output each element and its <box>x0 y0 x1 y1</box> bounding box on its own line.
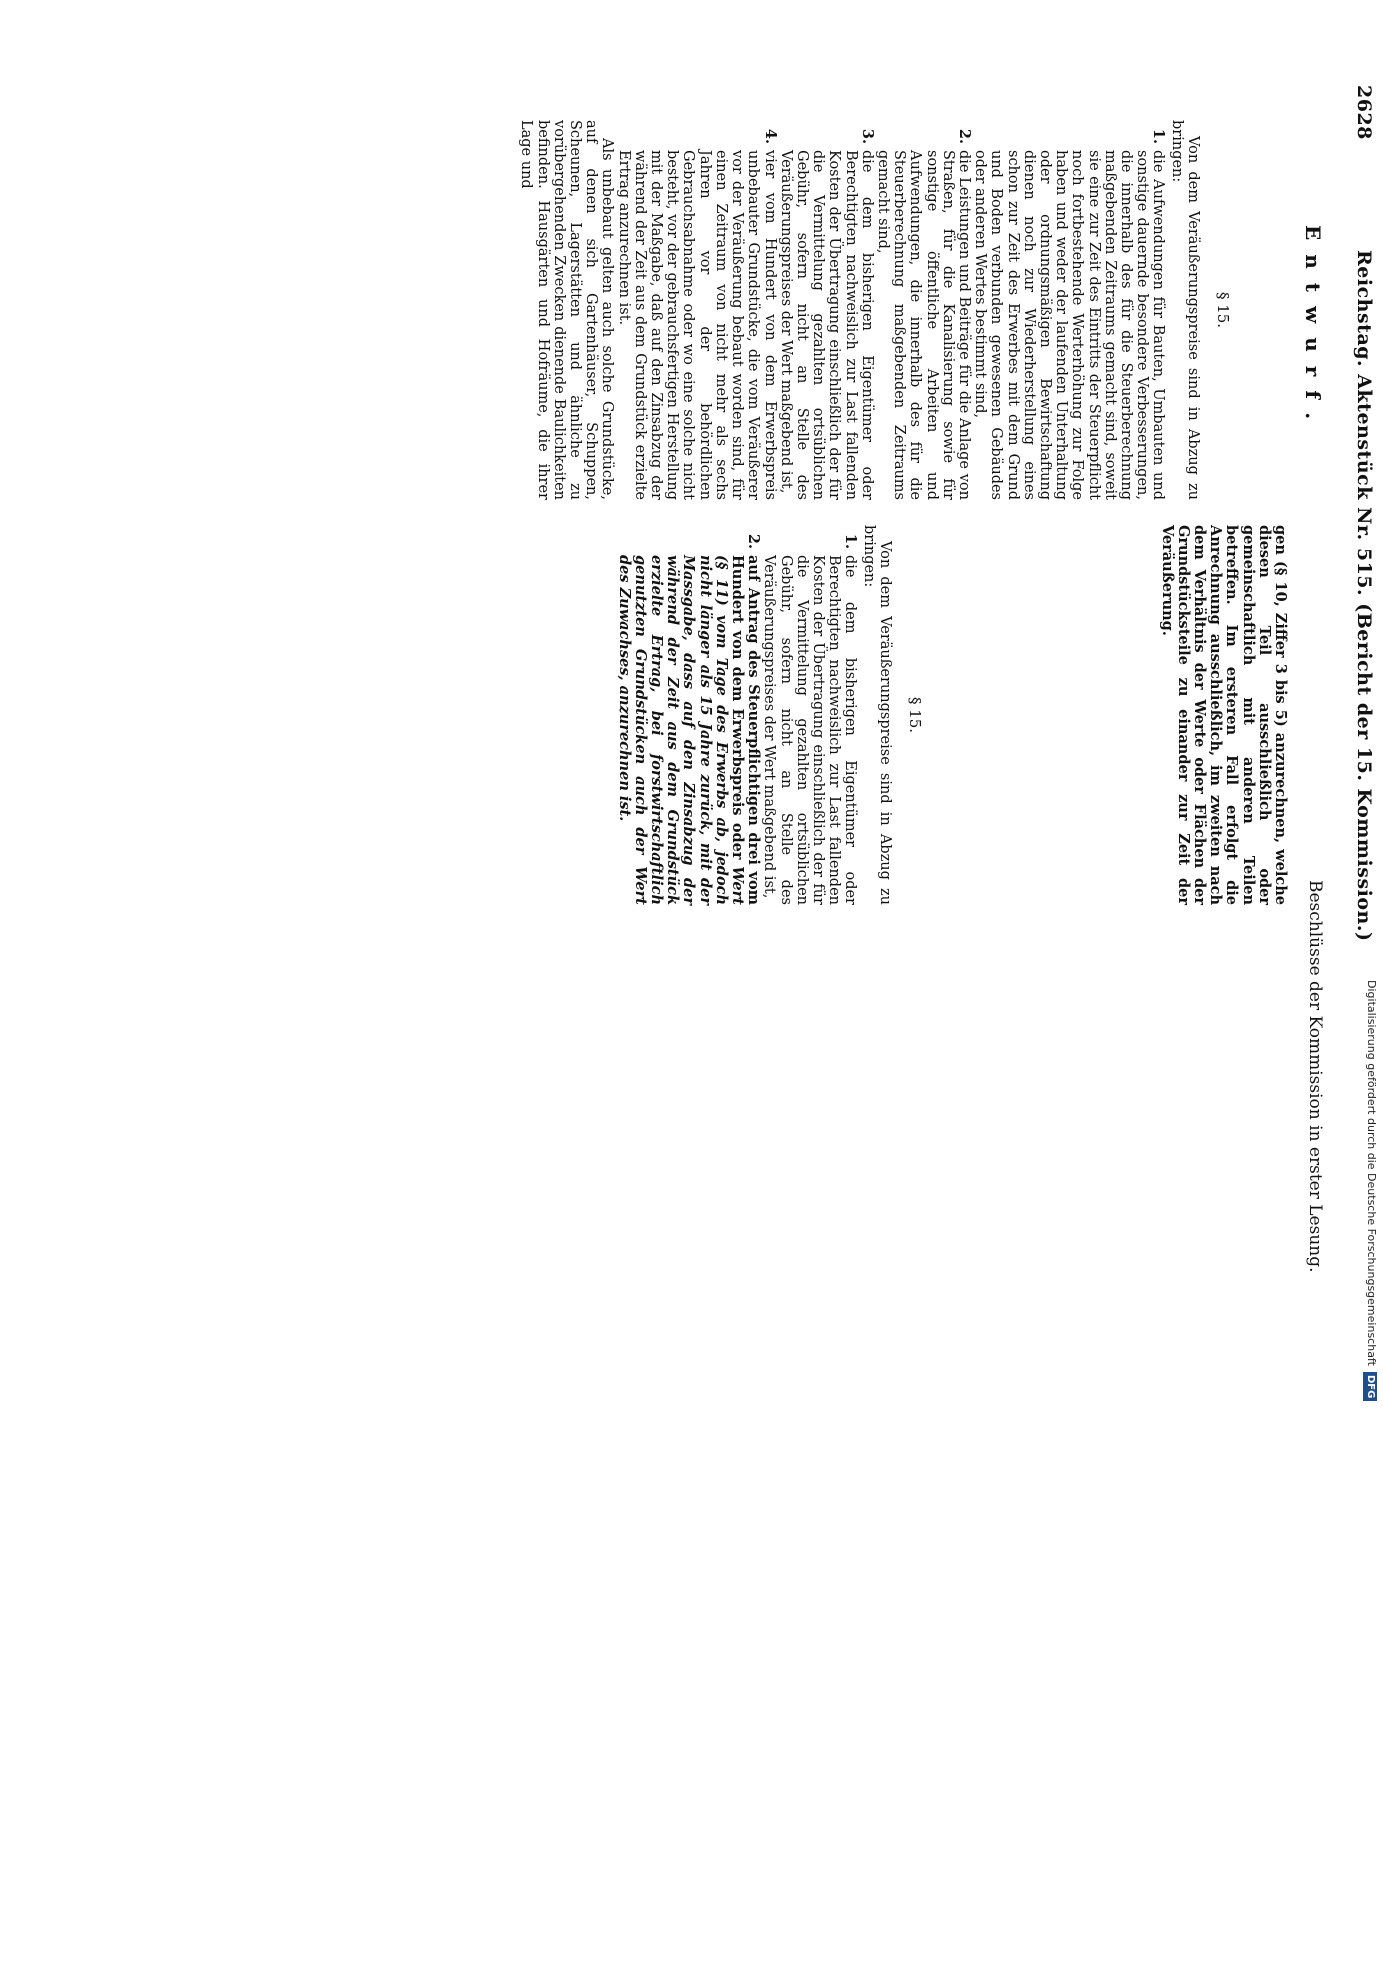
beschluesse-heading: Beschlüsse der Kommission in erster Lesung. <box>1305 880 1325 1273</box>
item-number: 2. <box>745 533 763 549</box>
item-number: 2. <box>955 128 973 144</box>
section-lead: Von dem Veräußerungspreise sind in Abzug zu bringen: <box>1168 120 1201 500</box>
dfg-logo: DFG <box>1363 1372 1377 1401</box>
item-number: 3. <box>858 128 876 144</box>
paragraph-continuation: Als unbebaut gelten auch solche Grundstücke, auf denen sich Gartenhäuser, Schuppen, Scheunen, Lagerstätten und ähnliche zu vorübergehenden Zwecken dienende Baulichkeiten befinden. Hausgärten und Hofräume, die ihrer Lage und <box>518 120 616 500</box>
item-text: die dem bisherigen Eigentümer oder Berechtigten nachweislich zur Last fallenden Kosten der Übertragung einschließlich der für die Vermittelung gezahlten ortsüblichen Gebühr, sofern nicht an Stelle des Veräußerungspreises der Wert maßgebend ist, <box>761 555 859 905</box>
item-number: 1. <box>842 533 860 549</box>
beschluesse-column <box>615 525 923 905</box>
entwurf-heading: Entwurf. <box>1301 225 1325 434</box>
amended-text-italic: Wert (§ 11) vom Tage des Erwerbs ab, jedoch nicht länger als 15 Jahre zurück, mit der Massgabe, dass auf den Zinsabzug der während der Zeit aus dem Grundstück erzielte Ertrag, bei forstwirtschaftlich genutzten Grundstücken auch der Wert des Zuwachses, anzurechnen ist. <box>615 555 746 905</box>
item-text: die dem bisherigen Eigentümer oder Berechtigten nachweislich zur Last fallenden Kosten der Übertragung einschließlich der für die Vermittelung gezahlten ortsüblichen Gebühr, sofern nicht an Stelle des Veräußerungspreises der Wert maßgebend ist, <box>777 150 875 500</box>
credit-text: Digitalisierung gefördert durch die Deutsche Forschungsgemeinschaft <box>1365 980 1378 1366</box>
section-lead: Von dem Veräußerungspreise sind in Abzug zu bringen: <box>860 525 893 905</box>
section-heading: § 15. <box>1214 291 1232 329</box>
list-item <box>875 120 972 500</box>
section-heading: § 15. <box>906 696 924 734</box>
item-text <box>615 555 761 905</box>
page-number: 2628 <box>1353 85 1375 140</box>
list-item <box>972 120 1166 500</box>
running-title: Reichstag. Aktenstück Nr. 515. (Bericht der 15. Kommission.) <box>1353 250 1375 942</box>
item-number: 1. <box>1150 128 1168 144</box>
entwurf-column <box>518 120 1231 500</box>
beschluesse-carryover-text: gen (§ 10, Ziffer 3 bis 5) anzurechnen, welche diesen Teil ausschließlich oder gemeinschaftlich mit anderen Teilen betreffen. Im ersteren Fall erfolgt die Anrechnung ausschließlich, im zweiten nach dem Verhältnis der Werte oder Flächen der Grundstücksteile zu einander zur Zeit der Veräußerung. <box>1158 525 1289 905</box>
item-text: vier vom Hundert von dem Erwerbspreis unbebauter Grundstücke, die vom Veräußerer vor der Veräußerung bebaut worden sind, für einen Zeitraum von nicht mehr als sechs Jahren vor der behördlichen Gebrauchsabnahme oder wo eine solche nicht besteht, vor der gebrauchsfertigen Herstellung mit der Maßgabe, daß auf den Zinsabzug der während der Zeit aus dem Grundstück erzielte Ertrag anzurechnen ist. <box>615 150 778 500</box>
item-text: die Leistungen und Beiträge für die Anlage von Straßen, für die Kanalisierung sowie für sonstige öffentliche Arbeiten und Aufwendungen, die innerhalb des für die Steuerberechnung maßgebenden Zeitraums gemacht sind, <box>874 150 972 500</box>
list-item <box>778 120 875 500</box>
digitization-credit <box>1363 980 1378 1980</box>
list-item <box>615 120 777 500</box>
item-number: 4. <box>761 128 779 144</box>
list-item <box>615 525 761 905</box>
list-item <box>761 525 858 905</box>
amended-text-bold: auf Antrag des Steuerpflichtigen drei vom Hundert von dem Erwerbspreis oder <box>728 555 763 905</box>
item-text: die Aufwendungen für Bauten, Umbauten und sonstige dauernde besondere Verbesserungen, die innerhalb des für die Steuerberechnung maßgebenden Zeitraums gemacht sind, soweit sie eine zur Zeit des Eintritts der Steuerpflicht noch fortbestehende Werterhöhung zur Folge haben und weder der laufenden Unterhaltung oder ordnungsmäßigen Bewirtschaftung dienen noch zur Wiederherstellung eines schon zur Zeit des Erwerbes mit dem Grund und Boden verbunden gewesenen Gebäudes oder anderen Wertes bestimmt sind, <box>972 150 1167 500</box>
